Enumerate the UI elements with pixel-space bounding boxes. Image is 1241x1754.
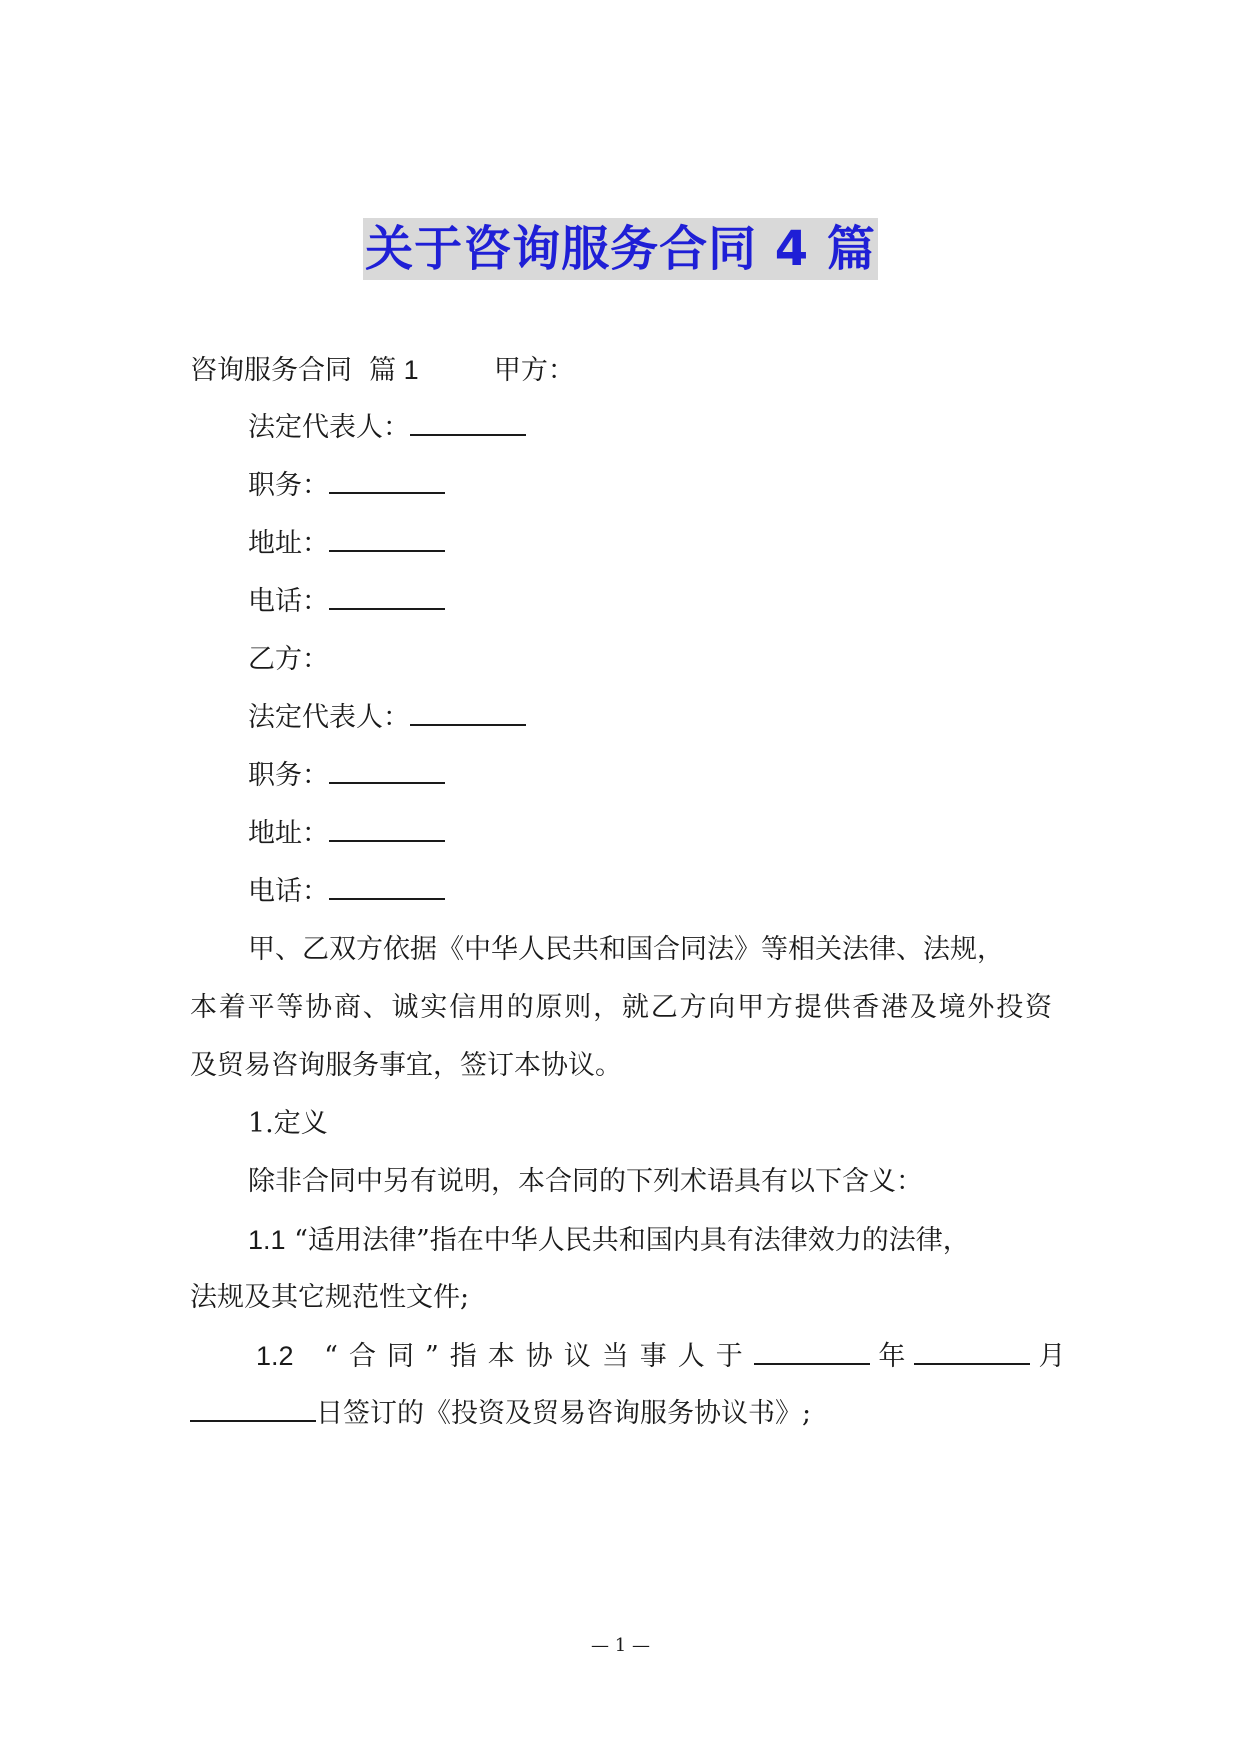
blank-field — [410, 410, 526, 436]
item-text: 日签订的《投资及贸易咨询服务协议书》; — [316, 1398, 812, 1429]
item-number: 1.2 — [256, 1341, 294, 1371]
title-wrap — [0, 218, 1241, 280]
item-1-2-line1 — [256, 1338, 1066, 1375]
item-text: “适用法律”指在中华人民共和国内具有法律效力的法律， — [294, 1225, 970, 1256]
document-title: 关于咨询服务合同 4 篇 — [363, 218, 878, 280]
address-label: 地址： — [248, 818, 329, 849]
para1-line3: 及贸易咨询服务事宜，签订本协议。 — [190, 1050, 622, 1081]
party-a-address-line — [248, 526, 445, 562]
position-label: 职务： — [248, 470, 329, 501]
month-label: 月 — [1038, 1341, 1066, 1372]
heading-label: 咨询服务合同 — [190, 355, 352, 386]
party-b-rep-line — [248, 700, 526, 736]
item-number: 1.1 — [248, 1225, 286, 1255]
blank-field — [329, 816, 445, 842]
party-b-position-line — [248, 758, 445, 794]
party-a-phone-line — [248, 584, 445, 620]
blank-field — [329, 468, 445, 494]
year-blank — [754, 1339, 870, 1365]
blank-field — [329, 584, 445, 610]
blank-field — [410, 700, 526, 726]
year-label: 年 — [878, 1341, 906, 1372]
party-b-label: 乙方： — [248, 644, 329, 675]
party-b-address-line — [248, 816, 445, 852]
para1-line2: 本着平等协商、诚实信用的原则，就乙方向甲方提供香港及境外投资 — [190, 992, 1052, 1023]
para1-line1: 甲、乙双方依据《中华人民共和国合同法》等相关法律、法规， — [248, 934, 1004, 965]
party-a-rep-line — [248, 410, 526, 446]
phone-label: 电话： — [248, 876, 329, 907]
page-number: — 1 — — [591, 1635, 650, 1656]
party-a-label: 甲方： — [493, 355, 575, 386]
item-1-2-line2 — [190, 1396, 811, 1432]
item-1-1-line1 — [248, 1222, 970, 1259]
heading-part: 篇 1 — [369, 355, 419, 385]
blank-field — [329, 758, 445, 784]
month-blank — [914, 1339, 1030, 1365]
section-1-intro: 除非合同中另有说明，本合同的下列术语具有以下含义： — [248, 1166, 923, 1197]
blank-field — [329, 526, 445, 552]
party-b-phone-line — [248, 874, 445, 910]
rep-label: 法定代表人： — [248, 412, 410, 443]
rep-label: 法定代表人： — [248, 702, 410, 733]
section-1-heading: 1.定义 — [248, 1108, 328, 1139]
contract-heading — [190, 352, 575, 389]
item-1-1-line2: 法规及其它规范性文件; — [190, 1282, 470, 1313]
blank-field — [329, 874, 445, 900]
party-a-position-line — [248, 468, 445, 504]
item-text: “合同”指本协议当事人于 — [324, 1341, 754, 1372]
party-b-line — [248, 642, 329, 678]
phone-label: 电话： — [248, 586, 329, 617]
day-blank — [190, 1396, 316, 1422]
address-label: 地址： — [248, 528, 329, 559]
position-label: 职务： — [248, 760, 329, 791]
